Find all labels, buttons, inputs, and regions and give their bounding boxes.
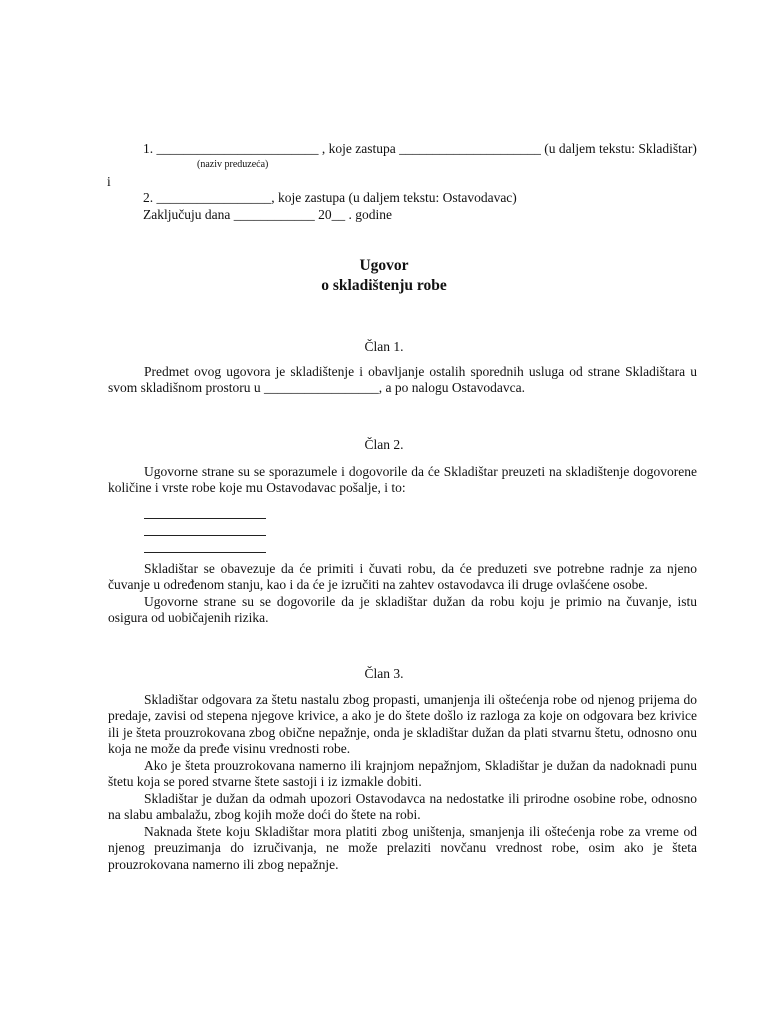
clan2-paragraph-2: Skladištar se obavezuje da će primiti i čuvati robu, da će preduzeti sve potrebne radnje za njeno čuvanje u određenom stanju, kao i da će je izručiti na zahtev ostavodavca ili druge ovlašćene osobe. xyxy=(108,561,697,593)
clan1-paragraph: Predmet ovog ugovora je skladištenje i obavljanje ostalih sporednih usluga od strane Skladištara u svom skladišnom prostoru u _________________, a po nalogu Ostavodavca. xyxy=(108,364,697,396)
clan2-heading: Član 2. xyxy=(364,437,404,452)
blank-item-line xyxy=(144,552,266,553)
clan3-paragraph-2: Ako je šteta prouzrokovana namerno ili krajnjom nepažnjom, Skladištar je dužan da nadoknadi punu štetu koja se pored stvarne štete sastoji i iz izmakle dobiti. xyxy=(108,758,697,790)
blank-item-line xyxy=(144,518,266,519)
clan2-paragraph-1: Ugovorne strane su se sporazumele i dogovorile da će Skladištar preuzeti na skladištenje dogovorene količine i vrste robe koje mu Ostavodavac pošalje, i to: xyxy=(108,464,697,496)
document-subtitle: o skladištenju robe xyxy=(321,277,447,294)
party1-note: (naziv preduzeća) xyxy=(197,159,269,170)
date-line: Zaključuju dana ____________ 20__ . godine xyxy=(143,207,392,222)
conjunction: i xyxy=(107,174,111,189)
party1-line: 1. ________________________ , koje zastupa _____________________ (u daljem tekstu: Skladištar) xyxy=(143,141,697,156)
party2-line: 2. _________________, koje zastupa (u daljem tekstu: Ostavodavac) xyxy=(143,190,517,205)
clan3-paragraph-4: Naknada štete koju Skladištar mora platiti zbog uništenja, smanjenja ili oštećenja robe za vreme od njenog preuzimanja do izručivanja, ne može prelaziti novčanu vrednost robe, osim ako je šteta prouzrokovana namerno ili zbog nepažnje. xyxy=(108,824,697,872)
document-title: Ugovor xyxy=(359,257,409,274)
clan1-heading: Član 1. xyxy=(364,339,404,354)
clan3-heading: Član 3. xyxy=(364,666,404,681)
clan2-paragraph-3: Ugovorne strane su se dogovorile da je skladištar dužan da robu koju je primio na čuvanje, istu osigura od uobičajenih rizika. xyxy=(108,594,697,626)
clan3-paragraph-1: Skladištar odgovara za štetu nastalu zbog propasti, umanjenja ili oštećenja robe od njenog prijema do predaje, zavisi od stepena njegove krivice, a ako je do štete došlo iz razloga za koje on odgovara bez krivice ili je šteta prouzrokovana zbog obične nepažnje, onda je skladištar dužan da plati stvarnu štetu, odnosno onu koja ne može da pređe visinu vrednosti robe. xyxy=(108,692,697,756)
clan3-paragraph-3: Skladištar je dužan da odmah upozori Ostavodavca na nedostatke ili prirodne osobine robe, odnosno na slabu ambalažu, zbog kojih može doći do štete na robi. xyxy=(108,791,697,823)
blank-item-line xyxy=(144,535,266,536)
